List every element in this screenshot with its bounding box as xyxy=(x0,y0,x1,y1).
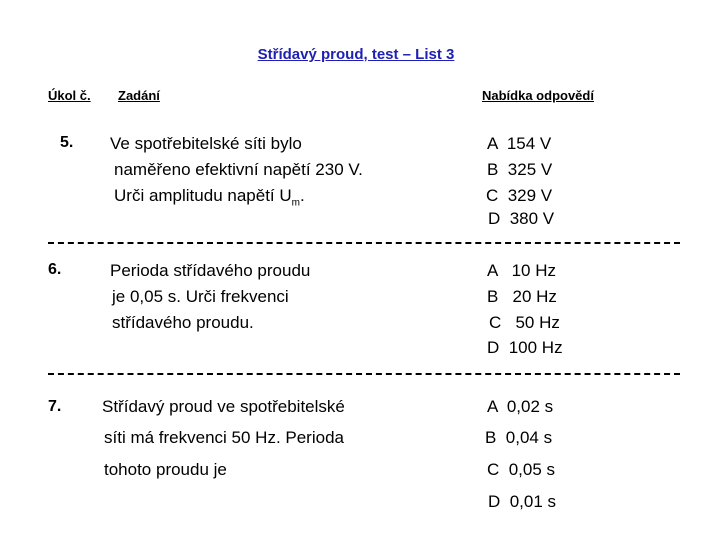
question-5-line-3 xyxy=(114,183,305,216)
question-5-line-3-text: Urči amplitudu napětí U xyxy=(114,186,292,205)
question-7-option-c: C 0,05 s xyxy=(487,460,556,479)
question-7-option-d: D 0,01 s xyxy=(488,492,557,511)
question-5-number: 5. xyxy=(60,134,74,151)
question-6-option-b: B 20 Hz xyxy=(487,287,557,306)
question-6-option-d: D 100 Hz xyxy=(487,338,563,357)
task-header: Zadání xyxy=(118,88,160,103)
answers-header: Nabídka odpovědí xyxy=(482,88,594,103)
question-7-line-1: Střídavý proud ve spotřebitelské xyxy=(102,397,345,416)
task-number-header: Úkol č. xyxy=(48,88,91,103)
question-5-line-1: Ve spotřebitelské síti bylo xyxy=(110,134,302,153)
question-5-option-a: A 154 V xyxy=(487,134,552,153)
question-6-option-c: C 50 Hz xyxy=(489,313,560,332)
question-5-line-3-end: . xyxy=(299,186,305,205)
question-5-line-2: naměřeno efektivní napětí 230 V. xyxy=(114,160,363,179)
question-7-number: 7. xyxy=(48,398,62,415)
page-title: Střídavý proud, test – List 3 xyxy=(257,46,455,63)
question-6-line-2: je 0,05 s. Urči frekvenci xyxy=(112,287,289,306)
question-7-line-2: síti má frekvenci 50 Hz. Perioda xyxy=(104,428,344,447)
question-5-option-d: D 380 V xyxy=(488,209,555,228)
question-5-option-c: C 329 V xyxy=(486,186,553,205)
question-6-line-1: Perioda střídavého proudu xyxy=(110,261,311,280)
question-7-option-a: A 0,02 s xyxy=(487,397,554,416)
separator-line xyxy=(48,373,680,375)
question-6-line-3: střídavého proudu. xyxy=(112,313,254,332)
question-7-line-3: tohoto proudu je xyxy=(104,460,227,479)
question-5-subscript: m xyxy=(291,197,300,209)
question-6-option-a: A 10 Hz xyxy=(487,261,556,280)
question-6-number: 6. xyxy=(48,261,62,278)
separator-line xyxy=(48,242,680,244)
question-5-option-b: B 325 V xyxy=(487,160,553,179)
question-7-option-b: B 0,04 s xyxy=(485,428,553,447)
